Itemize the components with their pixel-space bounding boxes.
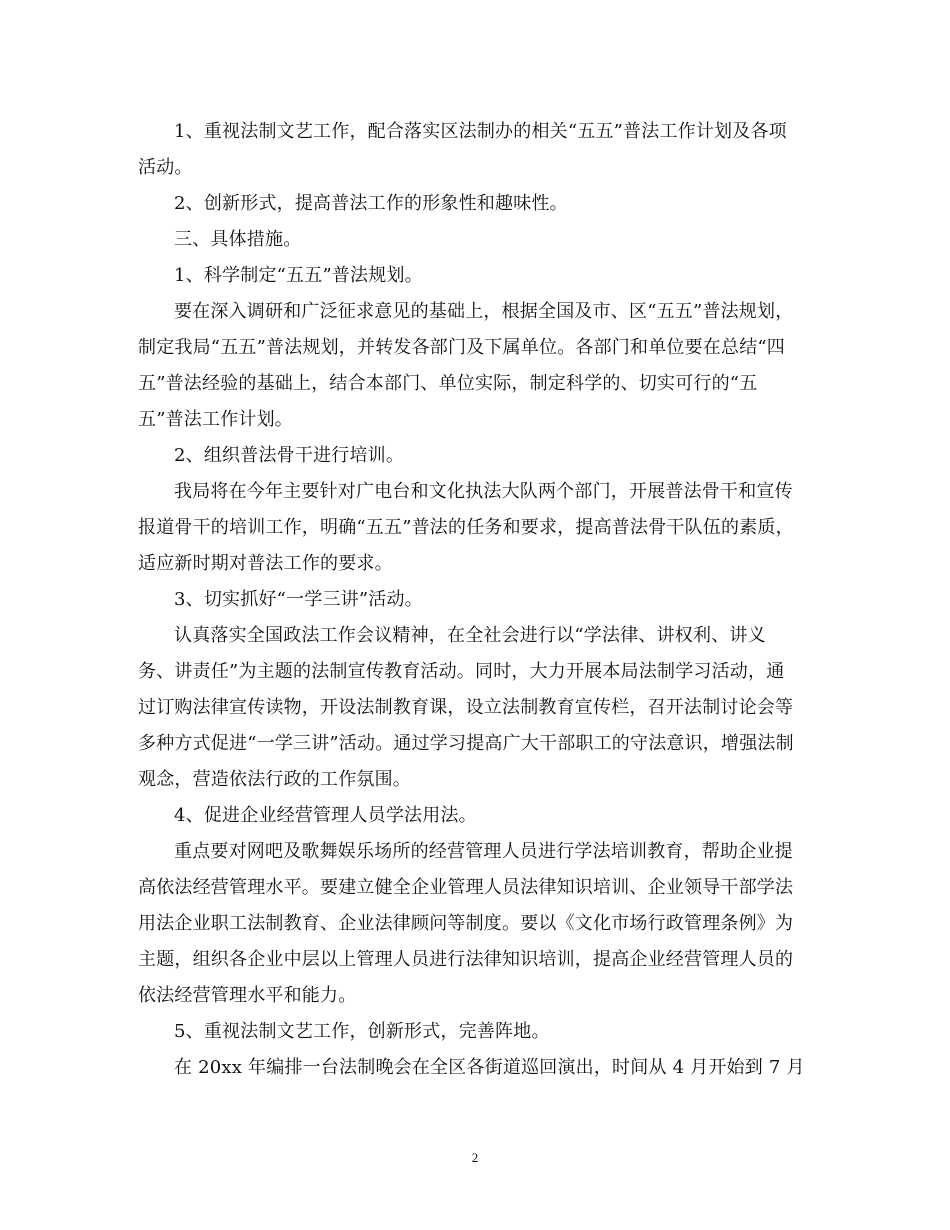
text-line: 多种方式促进“一学三讲”活动。通过学习提高广大干部职工的守法意识，增强法制	[138, 733, 794, 754]
page-number: 2	[471, 1150, 479, 1165]
text-line: 三、具体措施。	[174, 229, 302, 250]
text-line: 2、组织普法骨干进行培训。	[174, 445, 405, 466]
text-line: 2、创新形式，提高普法工作的形象性和趣味性。	[174, 193, 568, 214]
document-body	[138, 114, 818, 1086]
text-line: 用法企业职工法制教育、企业法律顾问等制度。要以《文化市场行政管理条例》为	[138, 913, 794, 934]
text-line: 要在深入调研和广泛征求意见的基础上，根据全国及市、区“五五”普法规划，	[174, 301, 794, 322]
text-line: 在 20xx 年编排一台法制晚会在全区各街道巡回演出，时间从 4 月开始到 7 月	[174, 1057, 805, 1078]
text-line: 认真落实全国政法工作会议精神，在全社会进行以“学法律、讲权利、讲义	[174, 625, 766, 646]
text-line: 过订购法律宣传读物，开设法制教育课，设立法制教育宣传栏，召开法制讨论会等	[138, 697, 794, 718]
text-line: 5、重视法制文艺工作，创新形式，完善阵地。	[174, 1021, 550, 1042]
text-line: 1、科学制定“五五”普法规划。	[174, 265, 423, 286]
text-line: 活动。	[138, 157, 193, 178]
text-line: 主题，组织各企业中层以上管理人员进行法律知识培训，提高企业经营管理人员的	[138, 949, 794, 970]
text-line: 观念，营造依法行政的工作氛围。	[138, 769, 411, 790]
text-line: 制定我局“五五”普法规划，并转发各部门及下属单位。各部门和单位要在总结“四	[138, 337, 786, 358]
text-line: 五”普法经验的基础上，结合本部门、单位实际，制定科学的、切实可行的“五	[138, 373, 758, 394]
text-line: 务、讲责任”为主题的法制宣传教育活动。同时，大力开展本局法制学习活动，通	[138, 661, 785, 682]
text-line: 3、切实抓好“一学三讲”活动。	[174, 589, 423, 610]
text-line: 依法经营管理水平和能力。	[138, 985, 357, 1006]
text-line: 高依法经营管理水平。要建立健全企业管理人员法律知识培训、企业领导干部学法	[138, 877, 794, 898]
text-line: 我局将在今年主要针对广电台和文化执法大队两个部门，开展普法骨干和宣传	[174, 481, 793, 502]
text-line: 1、重视法制文艺工作，配合落实区法制办的相关“五五”普法工作计划及各项	[174, 121, 787, 142]
text-line: 重点要对网吧及歌舞娱乐场所的经营管理人员进行学法培训教育，帮助企业提	[174, 841, 793, 862]
text-line: 报道骨干的培训工作，明确“五五”普法的任务和要求，提高普法骨干队伍的素质，	[138, 517, 794, 538]
text-line: 4、促进企业经营管理人员学法用法。	[174, 805, 477, 826]
text-line: 适应新时期对普法工作的要求。	[138, 553, 393, 574]
text-line: 五”普法工作计划。	[138, 409, 294, 430]
